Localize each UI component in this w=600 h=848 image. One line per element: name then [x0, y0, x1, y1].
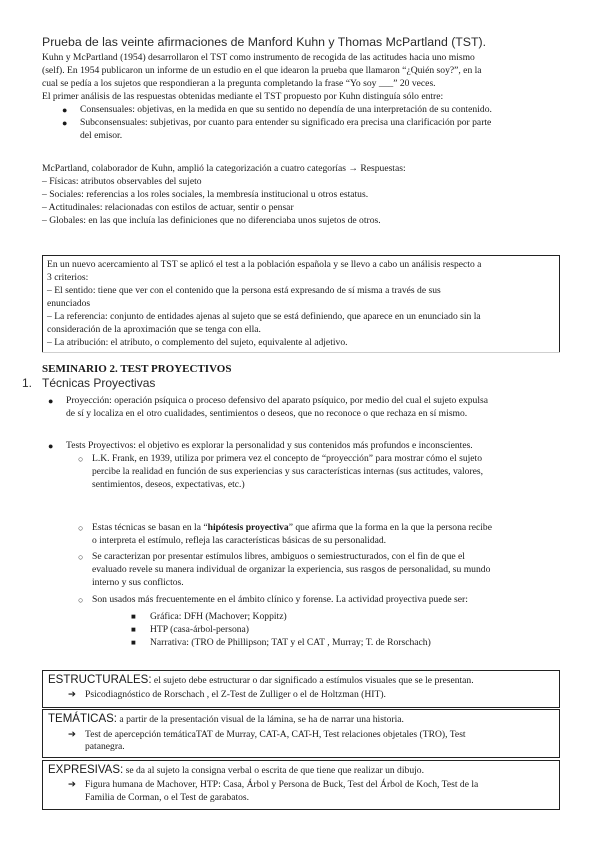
section-title: Técnicas Proyectivas — [42, 376, 156, 390]
list-item: Subconsensuales: subjetivas, por cuanto para entender su significado era precisa una clarificación por parte — [80, 117, 492, 128]
sub-list-item: interno y sus conflictos. — [92, 577, 184, 588]
activity-item: Narrativa: (TRO de Phillipson; TAT y el CAT , Murray; T. de Rorschach) — [150, 637, 431, 648]
intro-line: cual se pedía a los sujetos que respondieran a la pregunta completando la frase “Yo soy ___” 20 veces. — [42, 78, 436, 89]
sub-list-item: Se caracterizan por presentar estímulos libres, ambiguos o semiestructurados, con el fin de que el — [92, 551, 465, 562]
seminar-title: SEMINARIO 2. TEST PROYECTIVOS — [42, 363, 232, 375]
structural-heading: ESTRUCTURALES: el sujeto debe estructurar o dar significado a estímulos visuales que se le presentan. — [48, 674, 474, 686]
arrow-icon: ➔ — [68, 729, 77, 740]
sub-list-item: L.K. Frank, en 1939, utiliza por primera vez el concepto de “proyección” para mostrar cómo el sujeto — [92, 453, 482, 464]
criteria-line: consideración de la aproximación que se tenga con ella. — [47, 324, 261, 335]
bullet-icon: ● — [62, 105, 68, 115]
box-item: Test de apercepción temáticaTAT de Murray, CAT-A, CAT-H, Test relaciones objetales (TRO), Test — [85, 729, 466, 740]
page-title: Prueba de las veinte afirmaciones de Manford Kuhn y Thomas McPartland (TST). — [42, 35, 487, 49]
intro-line: El primer análisis de las respuestas obtenidas mediante el TST propuesto por Kuhn distinguía sólo entre: — [42, 91, 444, 102]
bullet-icon: ● — [48, 396, 54, 406]
criteria-line: 3 criterios: — [47, 272, 89, 283]
arrow-icon: ➔ — [68, 779, 77, 790]
intro-line: Kuhn y McPartland (1954) desarrollaron el TST como instrumento de recogida de las actitudes hacia uno mismo — [42, 52, 475, 63]
mcpartland-line: – Globales: en las que incluía las definiciones que no diferenciaba unos sujetos de otros. — [42, 215, 381, 226]
list-item: Proyección: operación psíquica o proceso defensivo del aparato psíquico, por medio del cual el sujeto expulsa — [66, 395, 488, 406]
list-item: Tests Proyectivos: el objetivo es explorar la personalidad y sus contenidos más profundos e inconscientes. — [66, 440, 473, 451]
sub-list-item: evaluado revele su manera individual de organizar la experiencia, sus rasgos de personalidad, su mundo — [92, 564, 491, 575]
criteria-line: – El sentido: tiene que ver con el contenido que la persona está expresando de sí misma a través de sus — [47, 285, 441, 296]
criteria-line: – La referencia: conjunto de entidades ajenas al sujeto que se está definiendo, que aparece en un enunciado sin la — [47, 311, 481, 322]
section-number: 1. — [22, 376, 33, 390]
box-item: Psicodiagnóstico de Rorschach , el Z-Test de Zulliger o el de Holtzman (HIT). — [85, 689, 386, 700]
list-item: Consensuales: objetivas, en la medida en que su sentido no dependía de una interpretación de su contenido. — [80, 104, 492, 115]
box-item: patanegra. — [85, 741, 125, 752]
box-item: Figura humana de Machover, HTP: Casa, Árbol y Persona de Buck, Test del Árbol de Koch, Test de la — [85, 779, 479, 790]
expressive-heading: EXPRESIVAS: se da al sujeto la consigna verbal o escrita de que tiene que realizar un dibujo. — [48, 764, 424, 776]
circle-bullet-icon: ○ — [78, 454, 84, 464]
criteria-line: En un nuevo acercamiento al TST se aplicó el test a la población española y se llevo a cabo un análisis respecto a — [47, 259, 482, 270]
bullet-icon: ● — [48, 441, 54, 451]
criteria-line: enunciados — [47, 298, 91, 309]
square-bullet-icon: ■ — [131, 638, 136, 647]
intro-line: (self). En 1954 publicaron un informe de un estudio en el que idearon la prueba que llamaron “¿Quién soy?”, en la — [42, 65, 482, 76]
box-item: Familia de Corman, o el Test de garabatos. — [85, 792, 250, 803]
list-item: del emisor. — [80, 130, 123, 141]
activity-item: Gráfica: DFH (Machover; Koppitz) — [150, 611, 287, 622]
mcpartland-line: – Sociales: referencias a los roles sociales, la membresía institucional u otros estatus. — [42, 189, 369, 200]
thematic-heading: TEMÁTICAS: a partir de la presentación visual de la lámina, se ha de narrar una historia. — [48, 713, 404, 725]
activity-item: HTP (casa-árbol-persona) — [150, 624, 250, 635]
criteria-line: – La atribución: el atributo, o complemento del sujeto, equivalente al adjetivo. — [47, 337, 348, 348]
sub-list-item: percibe la realidad en función de sus experiencias y sus características internas (sus actitudes, valores, — [92, 466, 484, 477]
square-bullet-icon: ■ — [131, 625, 136, 634]
circle-bullet-icon: ○ — [78, 523, 84, 533]
circle-bullet-icon: ○ — [78, 552, 84, 562]
sub-list-item: Estas técnicas se basan en la “hipótesis proyectiva” que afirma que la forma en la que la persona recibe — [92, 522, 492, 533]
bullet-icon: ● — [62, 118, 68, 128]
sub-list-item: sentimientos, deseos, expectativas, etc.) — [92, 479, 245, 490]
square-bullet-icon: ■ — [131, 612, 136, 621]
sub-list-item: Son usados más frecuentemente en el ámbito clínico y forense. La actividad proyectiva puede ser: — [92, 594, 468, 605]
mcpartland-line: – Físicas: atributos observables del sujeto — [42, 176, 202, 187]
section-divider — [42, 352, 560, 353]
mcpartland-line: McPartland, colaborador de Kuhn, amplió la categorización a cuatro categorías → Respuestas: — [42, 163, 406, 174]
list-item: de sí y localiza en el otro cualidades, sentimientos o deseos, que no reconoce o que rechaza en sí mismo. — [66, 408, 468, 419]
arrow-icon: ➔ — [68, 689, 77, 700]
mcpartland-line: – Actitudinales: relacionadas con estilos de actuar, sentir o pensar — [42, 202, 294, 213]
circle-bullet-icon: ○ — [78, 595, 84, 605]
sub-list-item: o interpreta el estímulo, refleja las características básicas de su personalidad. — [92, 535, 387, 546]
